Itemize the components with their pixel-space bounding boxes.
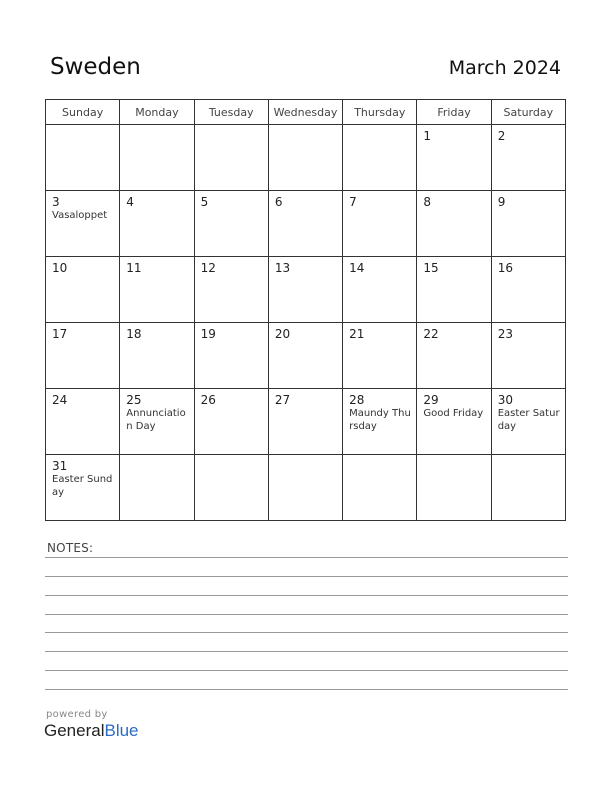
day-cell — [417, 323, 491, 389]
day-number: 27 — [274, 393, 291, 407]
day-number: 10 — [52, 261, 68, 275]
weekday-header-row — [46, 100, 566, 125]
day-cell — [417, 389, 491, 455]
logo-blue-text: Blue — [104, 721, 139, 740]
day-number: 23 — [497, 327, 513, 341]
day-cell — [194, 191, 268, 257]
day-number: 18 — [126, 327, 142, 341]
day-cell — [343, 455, 417, 521]
day-number: 8 — [423, 195, 432, 209]
day-number: 22 — [423, 327, 439, 341]
day-cell — [343, 323, 417, 389]
weekday-header: Monday — [120, 100, 194, 125]
day-cell — [120, 323, 194, 389]
notes-line — [45, 557, 568, 558]
day-cell — [120, 191, 194, 257]
weekday-header: Sunday — [46, 100, 120, 125]
day-number: 1 — [423, 129, 432, 143]
day-cell — [268, 191, 342, 257]
day-number: 17 — [52, 327, 68, 341]
day-number: 31 — [52, 459, 68, 473]
day-number: 12 — [200, 261, 216, 275]
day-number: 5 — [200, 195, 209, 209]
weekday-header: Thursday — [343, 100, 417, 125]
holiday-label: Easter Sunday — [52, 474, 113, 498]
day-cell — [46, 191, 120, 257]
day-cell — [194, 125, 268, 191]
day-number: 16 — [497, 261, 513, 275]
day-number: 11 — [126, 261, 142, 275]
day-number: 2 — [497, 129, 506, 143]
weekday-header: Saturday — [491, 100, 565, 125]
notes-line — [45, 689, 568, 690]
calendar-week-row — [46, 323, 566, 389]
day-cell — [491, 455, 565, 521]
day-number: 3 — [52, 195, 60, 209]
day-cell — [343, 191, 417, 257]
day-number: 21 — [349, 327, 365, 341]
notes-line — [45, 632, 568, 633]
day-cell — [491, 125, 565, 191]
weekday-header: Tuesday — [194, 100, 268, 125]
day-number: 7 — [349, 195, 357, 209]
generalblue-logo — [44, 721, 139, 741]
day-cell — [46, 257, 120, 323]
day-cell — [417, 455, 491, 521]
day-cell — [491, 323, 565, 389]
day-cell — [120, 455, 194, 521]
day-cell — [268, 323, 342, 389]
day-number: 20 — [274, 327, 291, 341]
calendar-month-title: March 2024 — [448, 57, 561, 79]
calendar-country-title: Sweden — [50, 54, 141, 80]
calendar-week-row — [46, 191, 566, 257]
holiday-label: Easter Saturday — [497, 408, 560, 432]
day-number: 28 — [349, 393, 365, 407]
day-cell — [343, 389, 417, 455]
day-number: 15 — [423, 261, 439, 275]
weekday-header: Friday — [417, 100, 491, 125]
day-cell — [417, 191, 491, 257]
day-number: 19 — [200, 327, 216, 341]
notes-label: NOTES: — [47, 541, 94, 555]
day-cell — [491, 191, 565, 257]
holiday-label: Good Friday — [423, 408, 484, 419]
day-cell — [46, 389, 120, 455]
holiday-label: Maundy Thursday — [349, 408, 411, 432]
day-number: 4 — [126, 195, 134, 209]
day-cell — [491, 389, 565, 455]
notes-line — [45, 651, 568, 652]
day-cell — [343, 257, 417, 323]
day-number: 26 — [200, 393, 216, 407]
day-number: 29 — [423, 393, 439, 407]
day-cell — [120, 389, 194, 455]
day-number: 9 — [497, 195, 506, 209]
day-cell — [120, 257, 194, 323]
day-cell — [194, 257, 268, 323]
day-cell — [46, 125, 120, 191]
day-cell — [268, 389, 342, 455]
calendar-week-row — [46, 257, 566, 323]
notes-line — [45, 670, 568, 671]
day-number: 6 — [274, 195, 283, 209]
day-cell — [120, 125, 194, 191]
notes-line — [45, 614, 568, 615]
calendar-week-row — [46, 389, 566, 455]
day-cell — [268, 257, 342, 323]
day-number: 13 — [274, 261, 291, 275]
notes-line — [45, 576, 568, 577]
powered-by-text: powered by — [46, 709, 108, 720]
calendar-grid — [45, 99, 566, 521]
day-number: 25 — [126, 393, 142, 407]
day-cell — [268, 455, 342, 521]
logo-general-text: General — [44, 721, 105, 740]
day-number: 14 — [349, 261, 365, 275]
day-cell — [268, 125, 342, 191]
day-cell — [343, 125, 417, 191]
day-number: 30 — [497, 393, 513, 407]
day-cell — [46, 323, 120, 389]
day-cell — [417, 125, 491, 191]
day-cell — [46, 455, 120, 521]
calendar-week-row — [46, 455, 566, 521]
weekday-header: Wednesday — [268, 100, 342, 125]
day-cell — [194, 455, 268, 521]
day-cell — [194, 323, 268, 389]
holiday-label: Vasaloppet — [52, 210, 108, 221]
holiday-label: Annunciation Day — [126, 408, 186, 432]
day-cell — [417, 257, 491, 323]
notes-line — [45, 595, 568, 596]
day-cell — [491, 257, 565, 323]
calendar-week-row — [46, 125, 566, 191]
day-number: 24 — [52, 393, 68, 407]
day-cell — [194, 389, 268, 455]
